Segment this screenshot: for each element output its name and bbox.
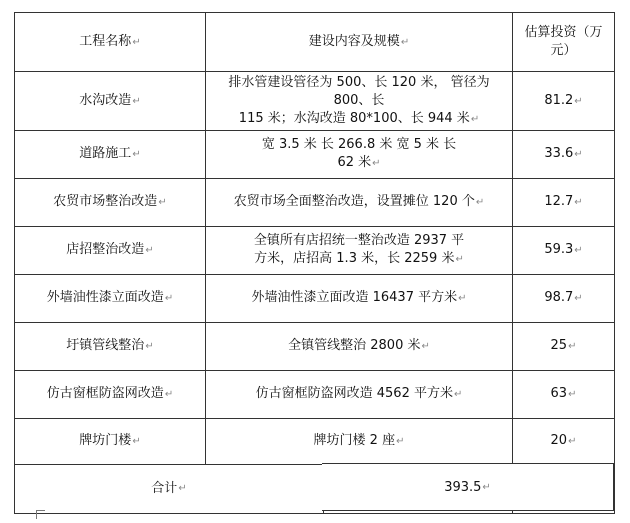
header-content: 建设内容及规模↵ <box>206 13 513 72</box>
header-project-name: 工程名称↵ <box>15 13 206 72</box>
table-header-row <box>15 13 615 72</box>
content-cell: 宽 3.5 米 长 266.8 米 宽 5 米 长 62 米↵ <box>206 131 513 179</box>
content-cell: 排水管建设管径为 500、长 120 米， 管径为 800、长 115 米；水沟改造 80*100、长 944 米↵ <box>206 72 513 131</box>
table-row <box>15 131 615 179</box>
project-name-cell: 外墙油性漆立面改造↵ <box>15 275 206 323</box>
investment-cell: 33.6↵ <box>513 131 615 179</box>
table-row <box>15 72 615 131</box>
project-name-cell: 圩镇管线整治↵ <box>15 323 206 371</box>
investment-cell: 98.7↵ <box>513 275 615 323</box>
investment-cell: 20↵ <box>513 419 615 465</box>
content-cell: 仿古窗框防盗网改造 4562 平方米↵ <box>206 371 513 419</box>
content-cell: 全镇所有店招统一整治改造 2937 平 方米，店招高 1.3 米，长 2259 米↵ <box>206 227 513 275</box>
investment-cell: 81.2↵ <box>513 72 615 131</box>
table-row <box>15 227 615 275</box>
total-label: 合计 ↵ <box>15 465 324 513</box>
investment-cell: 59.3↵ <box>513 227 615 275</box>
table-row <box>15 275 615 323</box>
investment-cell: 12.7↵ <box>513 179 615 227</box>
content-cell: 牌坊门楼 2 座↵ <box>206 419 513 465</box>
investment-table <box>14 12 615 514</box>
project-name-cell: 道路施工↵ <box>15 131 206 179</box>
content-cell: 农贸市场全面整治改造，设置摊位 120 个↵ <box>206 179 513 227</box>
project-name-cell: 牌坊门楼↵ <box>15 419 206 465</box>
header-investment: 估算投资（万元） <box>513 13 615 72</box>
total-value: 393.5 ↵ <box>322 463 614 511</box>
paragraph-corner-mark <box>36 510 45 519</box>
project-name-cell: 水沟改造↵ <box>15 72 206 131</box>
table-row <box>15 371 615 419</box>
content-cell: 全镇管线整治 2800 米↵ <box>206 323 513 371</box>
table-row <box>15 179 615 227</box>
table-row <box>15 419 615 465</box>
project-name-cell: 店招整治改造↵ <box>15 227 206 275</box>
table-row <box>15 323 615 371</box>
content-cell: 外墙油性漆立面改造 16437 平方米↵ <box>206 275 513 323</box>
project-name-cell: 仿古窗框防盗网改造↵ <box>15 371 206 419</box>
investment-cell: 63↵ <box>513 371 615 419</box>
project-name-cell: 农贸市场整治改造↵ <box>15 179 206 227</box>
investment-cell: 25↵ <box>513 323 615 371</box>
